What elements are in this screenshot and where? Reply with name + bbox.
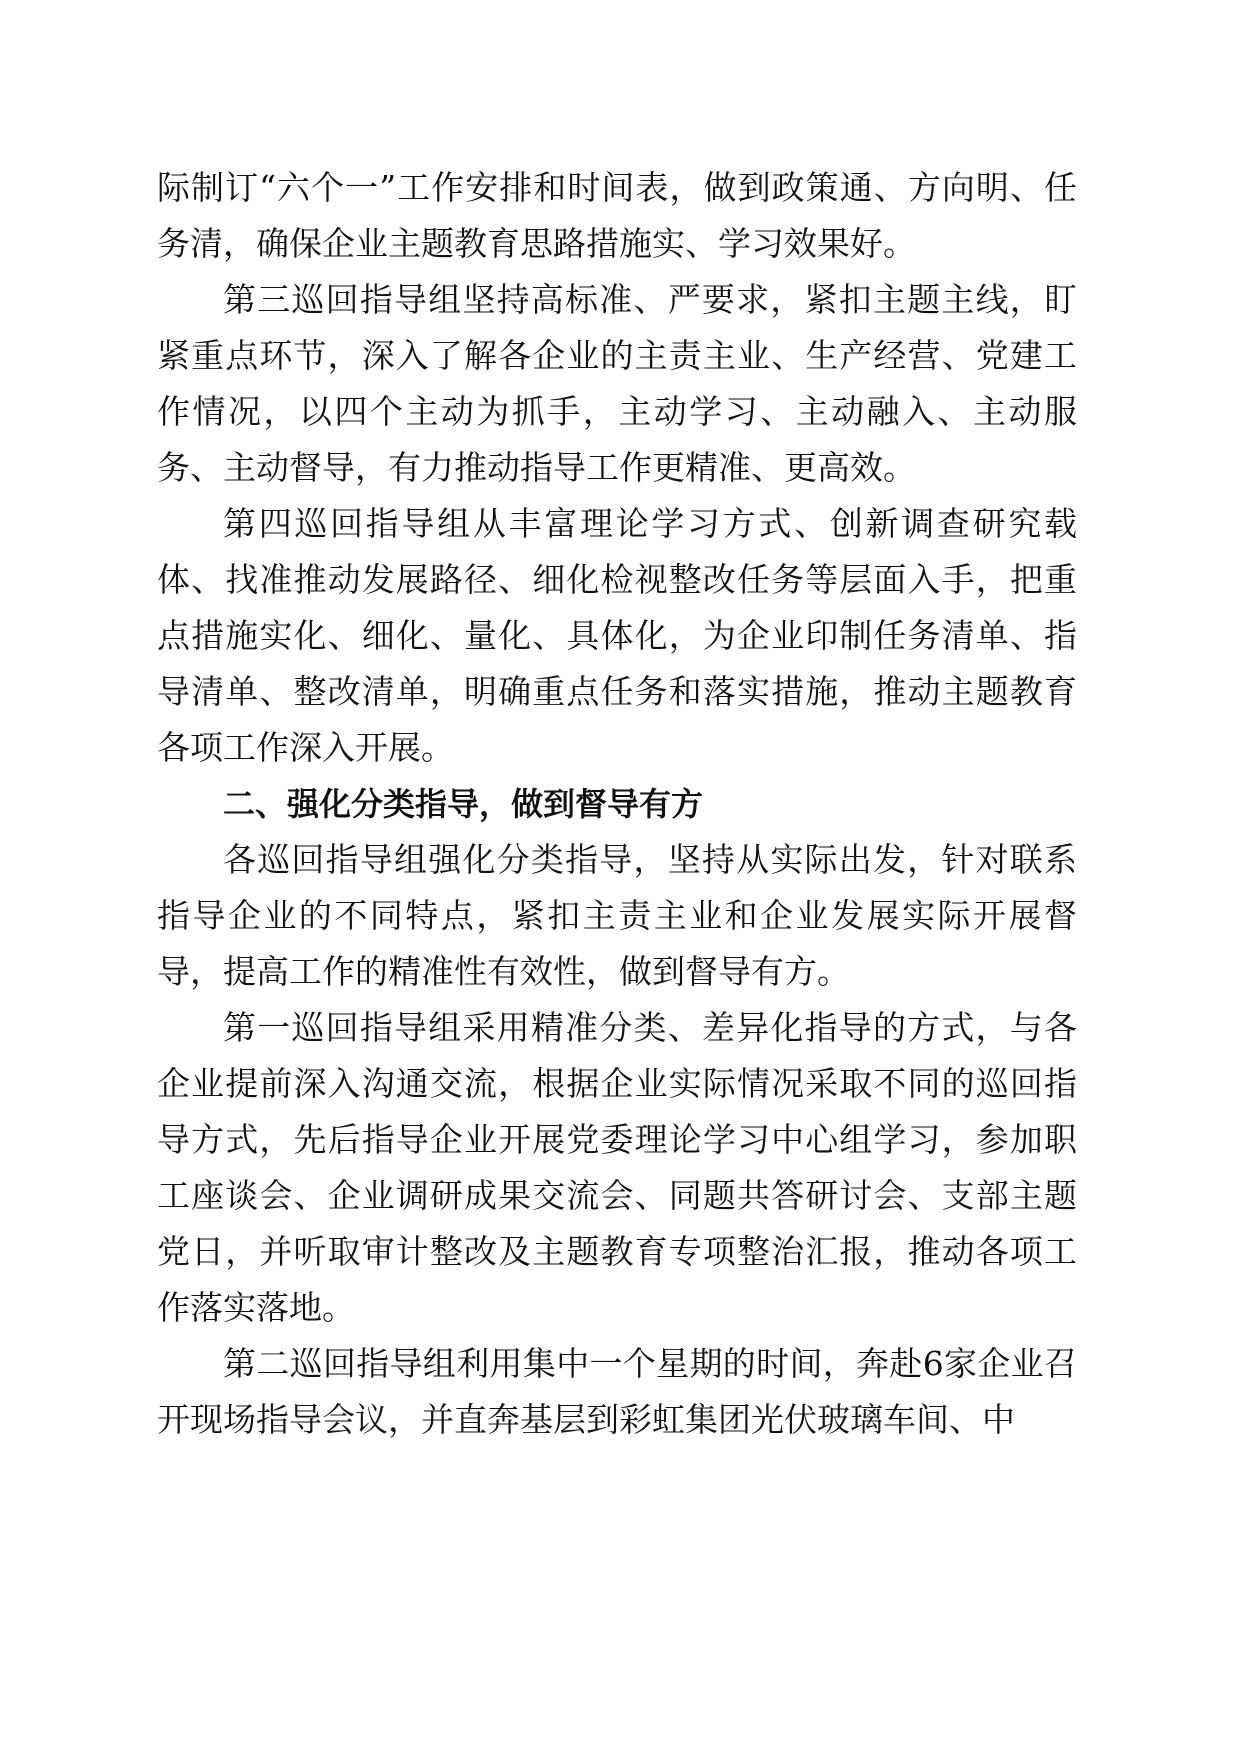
paragraph-first-group: 第一巡回指导组采用精准分类、差异化指导的方式，与各企业提前深入沟通交流，根据企业实际情况采取不同的巡回指导方式，先后指导企业开展党委理论学习中心组学习，参加职工座谈会、企业调研成果交流会、同题共答研讨会、支部主题党日，并听取审计整改及主题教育专项整治汇报，推动各项工作落实落地。 [157,1008,1077,1327]
paragraph-third-group: 第三巡回指导组坚持高标准、严要求，紧扣主题主线，盯紧重点环节，深入了解各企业的主责主业、生产经营、党建工作情况，以四个主动为抓手，主动学习、主动融入、主动服务、主动督导，有力推动指导工作更精准、更高效。 [157,280,1077,487]
document-body [157,160,1077,1448]
paragraph-continuation: 际制订“六个一”工作安排和时间表，做到政策通、方向明、任务清，确保企业主题教育思路措施实、学习效果好。 [157,168,1077,263]
paragraph-section-intro: 各巡回指导组强化分类指导，坚持从实际出发，针对联系指导企业的不同特点，紧扣主责主业和企业发展实际开展督导，提高工作的精准性有效性，做到督导有方。 [157,840,1077,991]
section-heading: 二、强化分类指导，做到督导有方 [223,785,704,823]
paragraph-second-group: 第二巡回指导组利用集中一个星期的时间，奔赴6家企业召开现场指导会议，并直奔基层到彩虹集团光伏玻璃车间、中 [157,1344,1077,1439]
paragraph-fourth-group: 第四巡回指导组从丰富理论学习方式、创新调查研究载体、找准推动发展路径、细化检视整改任务等层面入手，把重点措施实化、细化、量化、具体化，为企业印制任务清单、指导清单、整改清单，明确重点任务和落实措施，推动主题教育各项工作深入开展。 [157,504,1077,767]
